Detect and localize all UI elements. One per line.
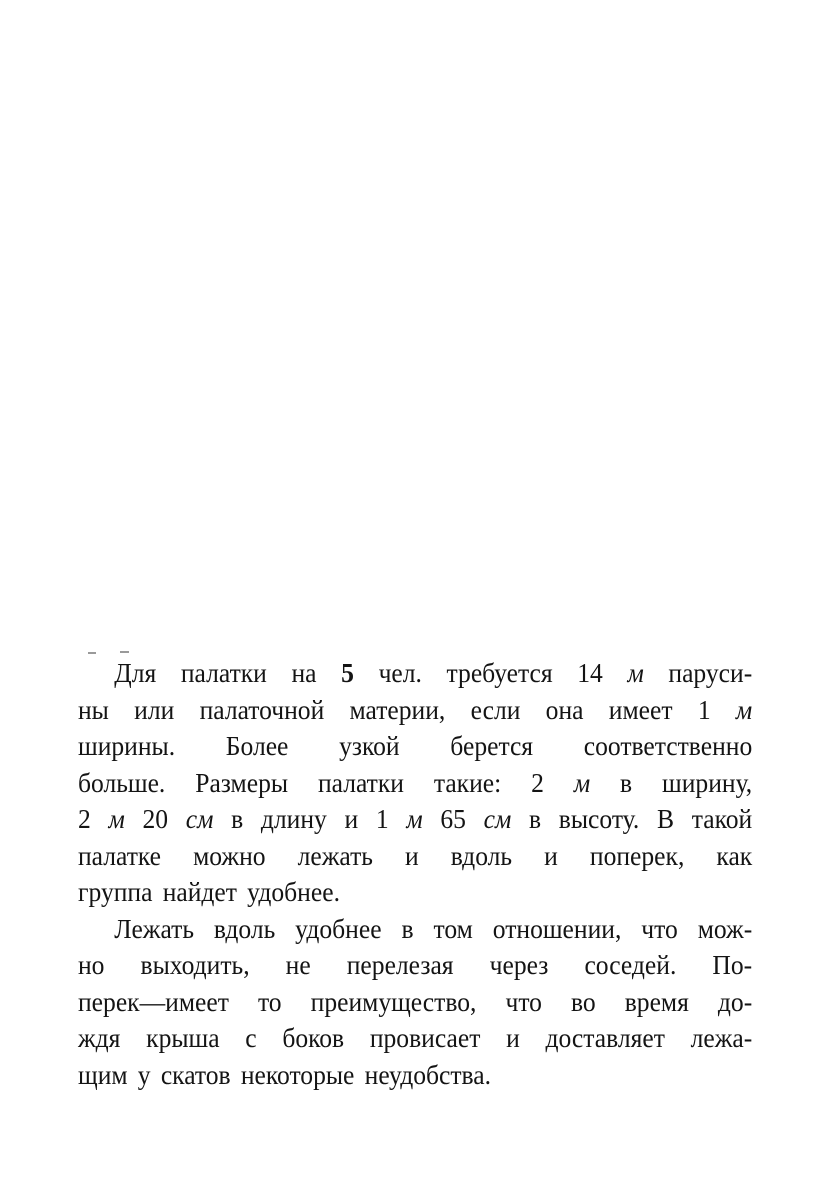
- word: 2: [78, 803, 91, 834]
- word: вдоль: [450, 839, 513, 871]
- word: отношении,: [492, 912, 622, 944]
- word: палаточной: [199, 693, 325, 725]
- word: в: [401, 912, 414, 944]
- word: в: [620, 766, 633, 798]
- word: если: [470, 693, 521, 725]
- word: то: [257, 985, 282, 1017]
- word: ширину,: [662, 766, 753, 798]
- word: крыша: [146, 1022, 220, 1053]
- word: лежа-: [690, 1022, 753, 1053]
- text-line: [78, 947, 752, 984]
- word: том: [433, 912, 473, 944]
- word: такой: [691, 803, 753, 834]
- unit: м: [406, 803, 423, 834]
- word: Размеры: [195, 766, 289, 798]
- word: материи,: [349, 693, 446, 725]
- text-line: [78, 728, 752, 765]
- word: 1: [375, 803, 389, 834]
- word: палатке: [78, 839, 162, 871]
- unit: см: [185, 803, 214, 834]
- word: в: [529, 803, 542, 834]
- word: некоторые: [240, 1058, 355, 1090]
- word: найдет: [162, 876, 237, 907]
- word: узкой: [339, 730, 400, 761]
- word: выходить,: [140, 949, 250, 980]
- text-line: [78, 874, 752, 911]
- word: и: [344, 803, 359, 834]
- word: провисает: [369, 1022, 481, 1053]
- unit: м: [735, 693, 753, 725]
- word: лежать: [297, 839, 373, 871]
- word: скатов: [160, 1058, 231, 1090]
- word: можно: [193, 839, 266, 871]
- word: такие:: [433, 766, 502, 798]
- word: 14: [577, 657, 603, 688]
- word: через: [489, 949, 549, 980]
- text-line: [78, 801, 752, 838]
- word: В: [656, 803, 675, 834]
- word: что: [505, 985, 542, 1017]
- word: 65: [440, 803, 466, 834]
- word: не: [285, 949, 311, 980]
- text-line: [78, 655, 752, 692]
- word: удобнее.: [247, 876, 340, 907]
- word: и: [544, 839, 558, 871]
- word: с: [245, 1022, 257, 1053]
- word: или: [134, 693, 175, 725]
- word: паруси-: [668, 657, 753, 688]
- word: ждя: [78, 1022, 121, 1053]
- text-line: [78, 1057, 752, 1094]
- word: 5: [341, 657, 354, 688]
- word: что: [641, 912, 678, 944]
- word: но: [78, 949, 105, 980]
- body-text: [78, 655, 752, 1093]
- word: щим: [78, 1058, 128, 1090]
- word: перелезая: [346, 949, 454, 980]
- word: соответственно: [583, 730, 753, 761]
- unit: м: [108, 803, 125, 834]
- word: По-: [712, 949, 753, 980]
- word: поперек,: [589, 839, 685, 871]
- word: до-: [717, 985, 753, 1017]
- word: мож-: [697, 912, 753, 944]
- word: ны: [78, 693, 109, 725]
- text-line: [78, 765, 752, 802]
- word: имеет: [608, 693, 673, 725]
- word: доставляет: [545, 1022, 665, 1053]
- word: 2: [531, 766, 544, 798]
- word: вдоль: [213, 912, 276, 944]
- text-line: [78, 984, 752, 1021]
- scan-artifact-mark: [120, 651, 129, 653]
- word: удобнее: [295, 912, 382, 944]
- word: как: [716, 839, 753, 871]
- word: и: [506, 1022, 520, 1053]
- word: неудобства.: [364, 1058, 492, 1090]
- word: берется: [450, 730, 534, 761]
- text-line: [78, 692, 752, 729]
- word: боков: [282, 1022, 345, 1053]
- unit: м: [573, 766, 591, 798]
- word: требуется: [446, 657, 553, 688]
- word: ширины.: [78, 730, 176, 761]
- word: чел.: [378, 657, 422, 688]
- word: 1: [697, 693, 711, 725]
- word: Более: [225, 730, 289, 761]
- word: и: [404, 839, 419, 871]
- word: преимущество,: [310, 985, 477, 1017]
- word: перек—имеет: [78, 985, 229, 1017]
- word: время: [624, 985, 689, 1017]
- word: соседей.: [584, 949, 677, 980]
- word: у: [137, 1058, 151, 1090]
- paragraph-2: [78, 911, 752, 1094]
- word: она: [545, 693, 584, 725]
- unit: м: [627, 657, 644, 688]
- word: длину: [260, 803, 327, 834]
- word: Для: [114, 657, 157, 688]
- word: группа: [78, 876, 153, 907]
- text-line: [78, 911, 752, 948]
- unit: см: [483, 803, 512, 834]
- word: Лежать: [114, 912, 195, 944]
- text-line: [78, 838, 752, 875]
- word: в: [231, 803, 244, 834]
- word: во: [570, 985, 596, 1017]
- word: палатки: [317, 766, 404, 798]
- scan-artifact-mark: [88, 652, 96, 654]
- word: на: [291, 657, 317, 688]
- word: 20: [142, 803, 169, 834]
- paragraph-1: [78, 655, 752, 911]
- text-line: [78, 1020, 752, 1057]
- word: палатки: [180, 657, 267, 688]
- word: больше.: [78, 766, 166, 798]
- word: высоту.: [558, 803, 640, 834]
